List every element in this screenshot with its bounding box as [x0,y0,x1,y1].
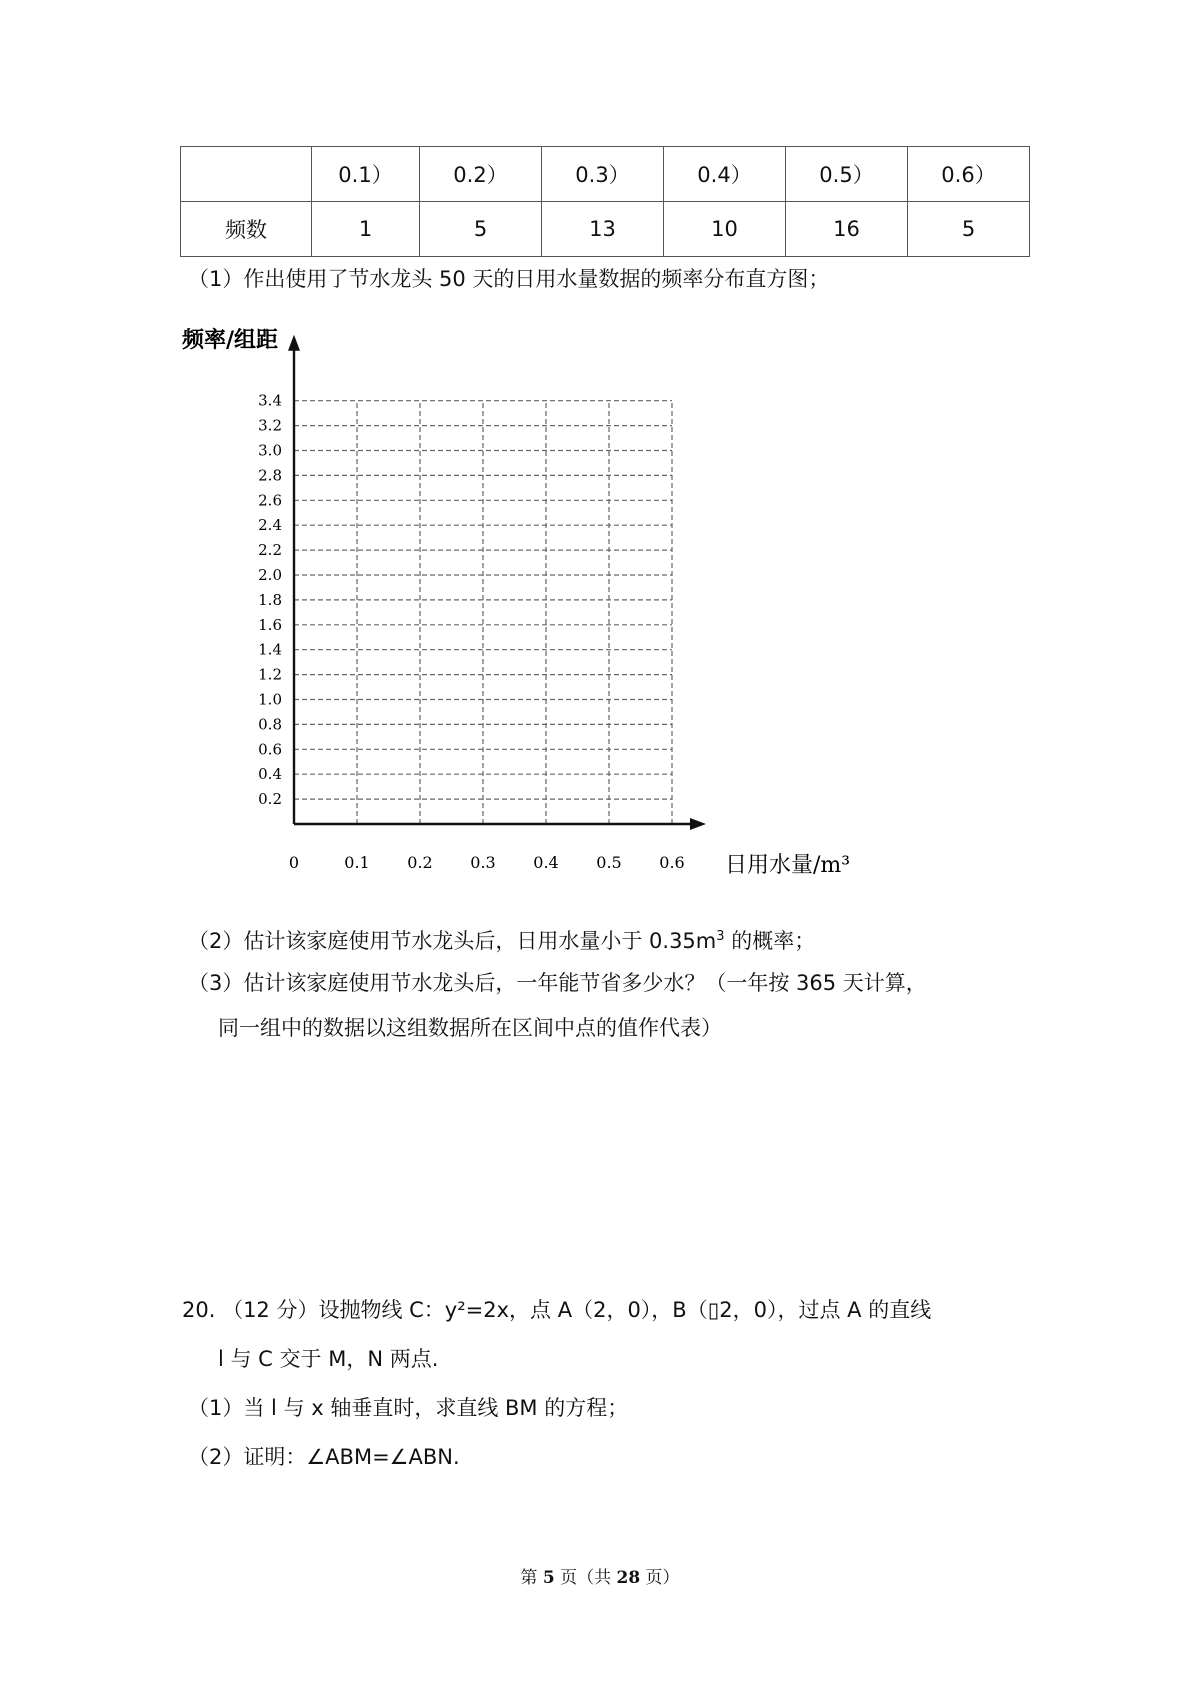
y-tick-label: 2.8 [258,466,282,485]
y-tick-label: 3.4 [258,391,282,410]
table-cell: 10 [664,202,786,257]
q20-part1: （1）当 l 与 x 轴垂直时，求直线 BM 的方程； [188,1396,629,1420]
y-tick-label: 3.0 [258,441,282,460]
y-axis-label: 频率/组距 [182,327,279,353]
x-tick-label: 0.5 [596,853,622,872]
table-row [181,202,1030,257]
table-cell: 0.4） [664,147,786,202]
table-cell: 0.1） [312,147,420,202]
x-tick-labels [344,853,684,872]
table-cell: 1 [312,202,420,257]
table-header-row [181,147,1030,202]
q19-part3-line1: （3）估计该家庭使用节水龙头后，一年能节省多少水？（一年按 365 天计算， [188,971,927,995]
y-tick-labels [258,392,282,808]
y-tick-label: 3.2 [258,416,282,435]
page-total: 28 [616,1568,641,1588]
y-tick-label: 1.2 [258,665,282,684]
table-cell: 13 [542,202,664,257]
table-cell: 5 [420,202,542,257]
x-tick-label: 0.1 [344,853,370,872]
y-tick-label: 0.6 [258,740,282,759]
q20-stem-line1: 20. （12 分）设抛物线 C：y²=2x，点 A（2，0），B（▯2，0），过点 A 的直线 [182,1298,932,1322]
q19-part2-text-end: 的概率； [724,929,816,953]
x-tick-label: 0.3 [470,853,496,872]
footer-text: 页（共 [554,1568,617,1588]
y-tick-label: 2.4 [258,516,282,535]
table-cell: 0.3） [542,147,664,202]
page-number: 5 [542,1568,555,1588]
table-cell [181,147,312,202]
y-tick-label: 2.6 [258,491,282,510]
x-tick-label: 0.2 [407,853,433,872]
grid-lines [294,401,672,824]
frequency-table [180,146,1030,257]
q20-part2: （2）证明：∠ABM=∠ABN. [188,1445,460,1469]
table-cell: 0.5） [786,147,908,202]
q19-part1: （1）作出使用了节水龙头 50 天的日用水量数据的频率分布直方图； [188,267,830,291]
y-tick-label: 0.2 [258,790,282,809]
table-cell: 频数 [181,202,312,257]
x-axis-arrow [690,818,706,830]
x-tick-label: 0.4 [533,853,559,872]
q19-part3-line2: 同一组中的数据以这组数据所在区间中点的值作代表） [218,1016,722,1040]
footer-text: 第 [520,1568,543,1588]
x-tick-label: 0.6 [659,853,685,872]
y-tick-label: 1.6 [258,615,282,634]
origin-label: 0 [288,853,300,872]
y-tick-label: 2.2 [258,541,282,560]
axes [288,335,706,830]
superscript: 3 [716,929,725,944]
q19-part2-text: （2）估计该家庭使用节水龙头后，日用水量小于 0.35m [188,929,717,953]
y-tick-label: 1.4 [258,640,282,659]
table-cell: 5 [908,202,1030,257]
y-axis-arrow [288,335,300,351]
q19-part2 [188,923,815,955]
footer-text: 页） [640,1568,680,1588]
table-cell: 0.6） [908,147,1030,202]
table-cell: 16 [786,202,908,257]
page-footer [0,1563,1200,1588]
y-tick-label: 0.8 [258,715,282,734]
y-tick-label: 0.4 [258,765,282,784]
y-tick-label: 1.8 [258,590,282,609]
y-tick-label: 1.0 [258,690,282,709]
q20-stem-line2: l 与 C 交于 M，N 两点. [218,1347,439,1371]
table-cell: 0.2） [420,147,542,202]
x-axis-label: 日用水量/m³ [725,853,851,878]
y-tick-label: 2.0 [258,566,282,584]
histogram-grid [170,315,870,890]
